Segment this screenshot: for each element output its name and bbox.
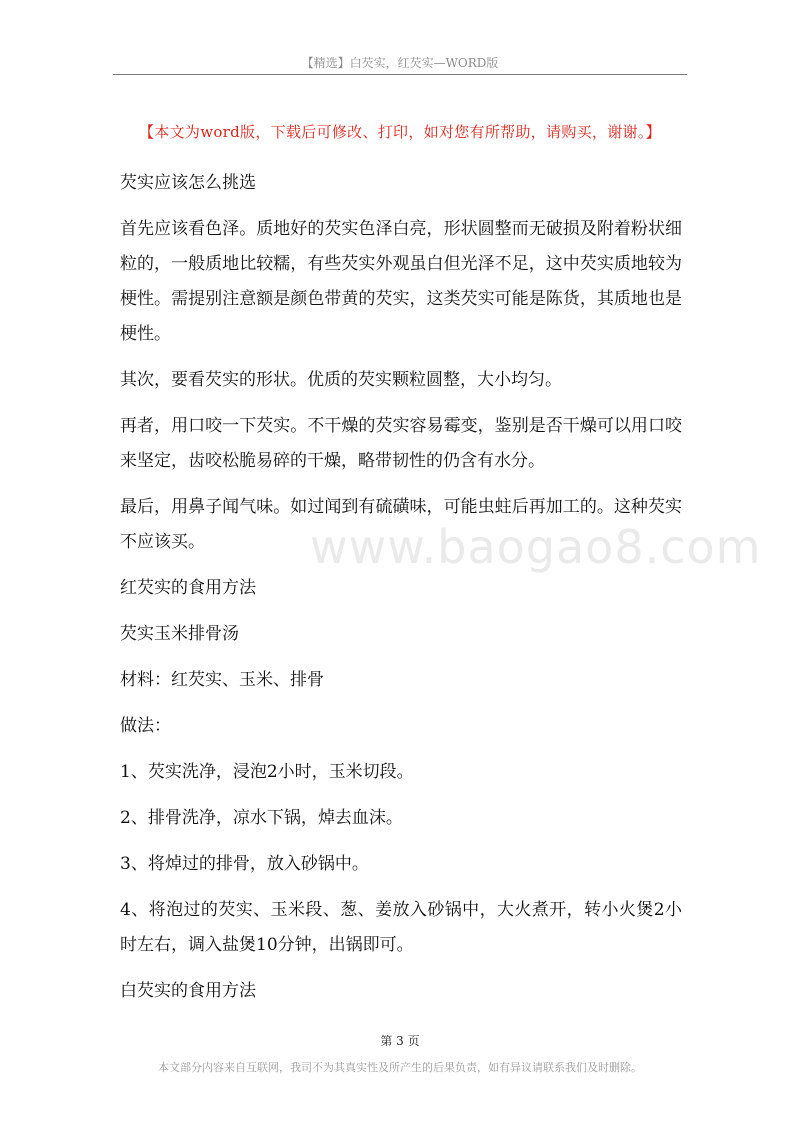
recipe-step-3: 3、将焯过的排骨，放入砂锅中。 xyxy=(120,854,369,874)
document-body xyxy=(120,166,682,1020)
footer-disclaimer: 本文部分内容来自互联网，我司不为其真实性及所产生的后果负责，如有异议请联系我们及时删除。 xyxy=(158,1061,642,1074)
document-header: 【精选】白芡实，红芡实—WORD版 xyxy=(301,56,499,70)
recipe-step-4: 4、将泡过的芡实、玉米段、葱、姜放入砂锅中，大火煮开，转小火煲2小时左右，调入盐煲10分钟，出锅即可。 xyxy=(120,900,682,955)
paragraph-color: 首先应该看色泽。质地好的芡实色泽白亮，形状圆整而无破损及附着粉状细粒的，一般质地比较糯，有些芡实外观虽白但光泽不足，这中芡实质地较为梗性。需提别注意额是颜色带黄的芡实，这类芡实可能是陈货，其质地也是梗性。 xyxy=(120,219,682,344)
page-number: 第 3 页 xyxy=(380,1034,420,1048)
recipe-title: 芡实玉米排骨汤 xyxy=(120,624,239,644)
recipe-step-2: 2、排骨洗净，凉水下锅，焯去血沫。 xyxy=(120,808,403,828)
heading-white-usage: 白芡实的食用方法 xyxy=(120,981,256,1001)
heading-how-to-choose: 芡实应该怎么挑选 xyxy=(120,173,256,193)
recipe-ingredients: 材料：红芡实、玉米、排骨 xyxy=(120,670,324,690)
watermark: www.baogao8.com xyxy=(310,520,762,574)
recipe-step-1: 1、芡实洗净，浸泡2小时，玉米切段。 xyxy=(120,762,414,782)
purchase-notice: 【本文为word版，下载后可修改、打印，如对您有所帮助，请购买，谢谢。】 xyxy=(139,123,661,141)
header-divider xyxy=(113,74,687,75)
paragraph-bite: 再者，用口咬一下芡实。不干燥的芡实容易霉变，鉴别是否干燥可以用口咬来坚定，齿咬松脆易碎的干燥，略带韧性的仍含有水分。 xyxy=(120,416,682,471)
paragraph-smell: 最后，用鼻子闻气味。如过闻到有硫磺味，可能虫蛀后再加工的。这种芡实不应该买。 xyxy=(120,497,682,552)
recipe-method-label: 做法： xyxy=(120,716,171,736)
heading-red-usage: 红芡实的食用方法 xyxy=(120,578,256,598)
paragraph-shape: 其次，要看芡实的形状。优质的芡实颗粒圆整，大小均匀。 xyxy=(120,370,562,390)
